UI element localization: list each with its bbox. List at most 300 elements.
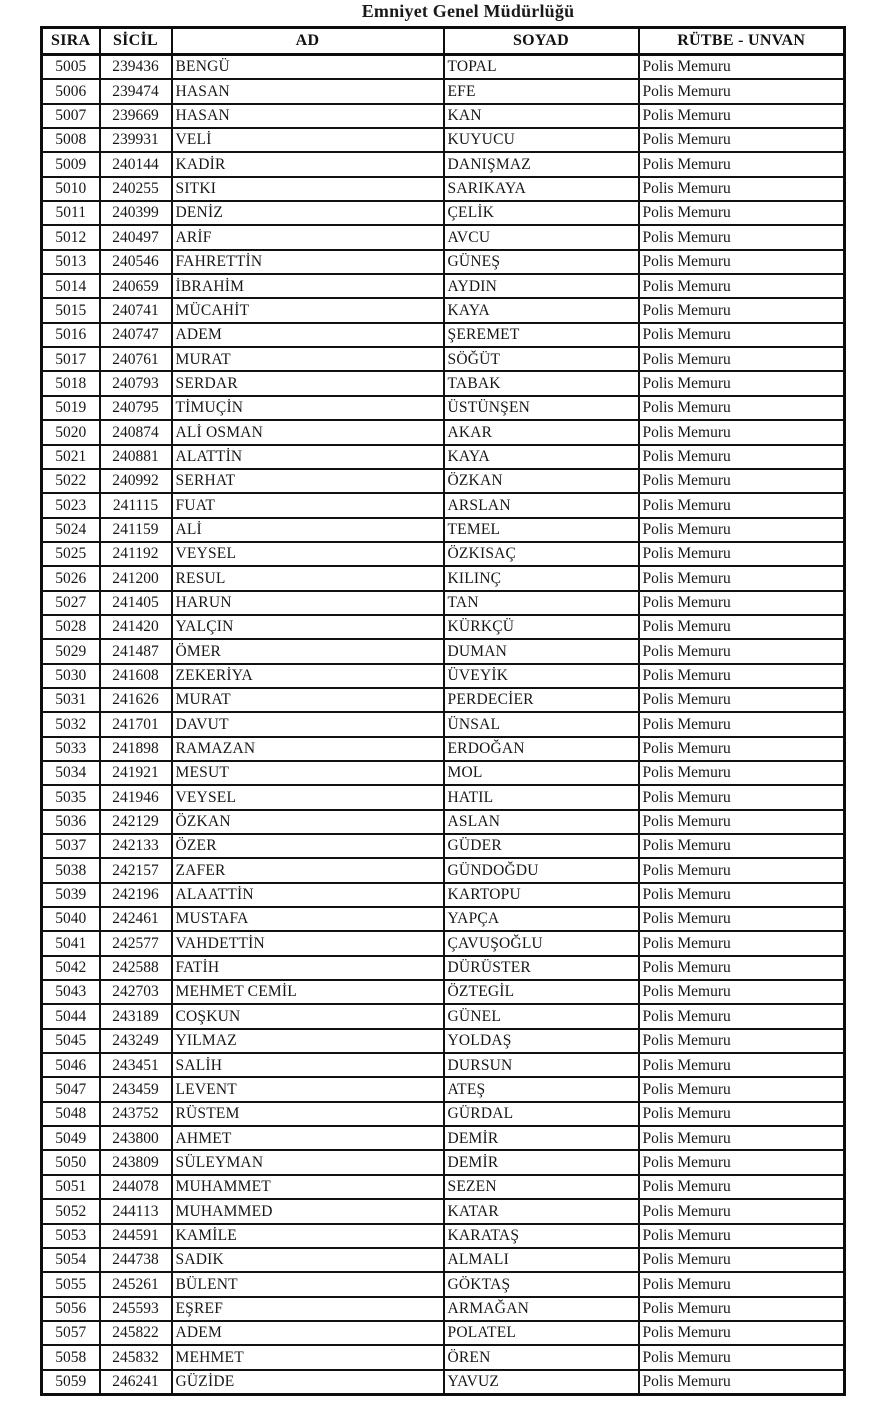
table-row — [42, 225, 845, 249]
header-ad: AD — [172, 28, 444, 55]
cell-sicil: 240992 — [100, 469, 172, 493]
cell-sicil: 241405 — [100, 591, 172, 615]
cell-sira: 5051 — [42, 1175, 100, 1199]
cell-ad: SÜLEYMAN — [172, 1150, 444, 1174]
cell-ad: ÖZER — [172, 834, 444, 858]
cell-ad: ZAFER — [172, 858, 444, 882]
cell-sira: 5016 — [42, 323, 100, 347]
cell-ad: RESUL — [172, 566, 444, 590]
cell-sira: 5021 — [42, 445, 100, 469]
cell-sira: 5015 — [42, 298, 100, 322]
table-row — [42, 152, 845, 176]
cell-soyad: POLATEL — [444, 1321, 639, 1345]
cell-soyad: ÜSTÜNŞEN — [444, 396, 639, 420]
cell-sira: 5010 — [42, 177, 100, 201]
cell-soyad: DEMİR — [444, 1126, 639, 1150]
table-row — [42, 737, 845, 761]
cell-rutbe: Polis Memuru — [639, 907, 845, 931]
cell-sira: 5059 — [42, 1370, 100, 1395]
cell-sicil: 241115 — [100, 493, 172, 517]
cell-rutbe: Polis Memuru — [639, 1102, 845, 1126]
cell-rutbe: Polis Memuru — [639, 225, 845, 249]
cell-rutbe: Polis Memuru — [639, 274, 845, 298]
cell-ad: VEYSEL — [172, 542, 444, 566]
cell-sira: 5033 — [42, 737, 100, 761]
cell-soyad: TABAK — [444, 371, 639, 395]
cell-sira: 5048 — [42, 1102, 100, 1126]
cell-sicil: 243249 — [100, 1029, 172, 1053]
cell-rutbe: Polis Memuru — [639, 834, 845, 858]
cell-sicil: 240793 — [100, 371, 172, 395]
cell-sicil: 241159 — [100, 518, 172, 542]
cell-sicil: 241200 — [100, 566, 172, 590]
cell-sira: 5024 — [42, 518, 100, 542]
cell-ad: BENGÜ — [172, 55, 444, 80]
header-sicil: SİCİL — [100, 28, 172, 55]
table-row — [42, 298, 845, 322]
personnel-table — [40, 26, 846, 1396]
cell-soyad: HATIL — [444, 785, 639, 809]
cell-rutbe: Polis Memuru — [639, 980, 845, 1004]
cell-sira: 5056 — [42, 1297, 100, 1321]
table-row — [42, 834, 845, 858]
cell-soyad: KARTOPU — [444, 883, 639, 907]
page-title: Emniyet Genel Müdürlüğü — [361, 1, 575, 21]
table-row — [42, 177, 845, 201]
cell-sira: 5031 — [42, 688, 100, 712]
cell-soyad: DUMAN — [444, 639, 639, 663]
cell-sira: 5017 — [42, 347, 100, 371]
cell-sicil: 245261 — [100, 1272, 172, 1296]
cell-ad: SITKI — [172, 177, 444, 201]
cell-sicil: 244078 — [100, 1175, 172, 1199]
table-row — [42, 469, 845, 493]
cell-soyad: DANIŞMAZ — [444, 152, 639, 176]
cell-sira: 5027 — [42, 591, 100, 615]
cell-sira: 5043 — [42, 980, 100, 1004]
cell-ad: MESUT — [172, 761, 444, 785]
cell-sira: 5047 — [42, 1077, 100, 1101]
cell-sira: 5023 — [42, 493, 100, 517]
cell-ad: AHMET — [172, 1126, 444, 1150]
cell-sira: 5038 — [42, 858, 100, 882]
table-row — [42, 907, 845, 931]
cell-soyad: ÜVEYİK — [444, 664, 639, 688]
cell-sira: 5008 — [42, 128, 100, 152]
cell-soyad: KARATAŞ — [444, 1224, 639, 1248]
cell-rutbe: Polis Memuru — [639, 591, 845, 615]
table-body — [42, 55, 845, 1395]
cell-sicil: 242133 — [100, 834, 172, 858]
cell-rutbe: Polis Memuru — [639, 1370, 845, 1395]
cell-ad: LEVENT — [172, 1077, 444, 1101]
table-row — [42, 931, 845, 955]
cell-sicil: 242157 — [100, 858, 172, 882]
cell-sira: 5037 — [42, 834, 100, 858]
cell-ad: MURAT — [172, 347, 444, 371]
table-row — [42, 1077, 845, 1101]
cell-soyad: MOL — [444, 761, 639, 785]
cell-rutbe: Polis Memuru — [639, 810, 845, 834]
cell-rutbe: Polis Memuru — [639, 785, 845, 809]
cell-sira: 5049 — [42, 1126, 100, 1150]
header-soyad: SOYAD — [444, 28, 639, 55]
table-row — [42, 1248, 845, 1272]
cell-sicil: 239931 — [100, 128, 172, 152]
cell-soyad: GÜNEŞ — [444, 250, 639, 274]
cell-rutbe: Polis Memuru — [639, 396, 845, 420]
cell-sira: 5019 — [42, 396, 100, 420]
cell-rutbe: Polis Memuru — [639, 1321, 845, 1345]
cell-rutbe: Polis Memuru — [639, 371, 845, 395]
cell-ad: SALİH — [172, 1053, 444, 1077]
cell-rutbe: Polis Memuru — [639, 956, 845, 980]
cell-sicil: 243752 — [100, 1102, 172, 1126]
cell-rutbe: Polis Memuru — [639, 737, 845, 761]
table-row — [42, 615, 845, 639]
cell-sira: 5020 — [42, 420, 100, 444]
cell-ad: MUHAMMED — [172, 1199, 444, 1223]
cell-sicil: 240795 — [100, 396, 172, 420]
cell-rutbe: Polis Memuru — [639, 1004, 845, 1028]
cell-soyad: ALMALI — [444, 1248, 639, 1272]
table-row — [42, 518, 845, 542]
cell-sira: 5009 — [42, 152, 100, 176]
cell-rutbe: Polis Memuru — [639, 1029, 845, 1053]
cell-ad: ARİF — [172, 225, 444, 249]
cell-sicil: 243451 — [100, 1053, 172, 1077]
cell-soyad: GÜNDOĞDU — [444, 858, 639, 882]
cell-soyad: DÜRÜSTER — [444, 956, 639, 980]
cell-sicil: 241608 — [100, 664, 172, 688]
cell-soyad: ATEŞ — [444, 1077, 639, 1101]
cell-soyad: KAN — [444, 104, 639, 128]
cell-sicil: 243800 — [100, 1126, 172, 1150]
cell-ad: ÖMER — [172, 639, 444, 663]
table-row — [42, 1004, 845, 1028]
cell-soyad: ŞEREMET — [444, 323, 639, 347]
cell-rutbe: Polis Memuru — [639, 1053, 845, 1077]
cell-rutbe: Polis Memuru — [639, 420, 845, 444]
table-row — [42, 493, 845, 517]
cell-sicil: 239669 — [100, 104, 172, 128]
table-row — [42, 1126, 845, 1150]
cell-ad: COŞKUN — [172, 1004, 444, 1028]
cell-sicil: 240747 — [100, 323, 172, 347]
cell-soyad: YOLDAŞ — [444, 1029, 639, 1053]
cell-soyad: KILINÇ — [444, 566, 639, 590]
cell-rutbe: Polis Memuru — [639, 1175, 845, 1199]
cell-sira: 5039 — [42, 883, 100, 907]
cell-rutbe: Polis Memuru — [639, 858, 845, 882]
cell-sira: 5055 — [42, 1272, 100, 1296]
table-row — [42, 274, 845, 298]
cell-sira: 5005 — [42, 55, 100, 80]
table-row — [42, 956, 845, 980]
table-row — [42, 371, 845, 395]
cell-ad: KADİR — [172, 152, 444, 176]
table-row — [42, 664, 845, 688]
cell-soyad: DEMİR — [444, 1150, 639, 1174]
cell-sira: 5025 — [42, 542, 100, 566]
cell-sicil: 241898 — [100, 737, 172, 761]
cell-rutbe: Polis Memuru — [639, 250, 845, 274]
cell-sicil: 245832 — [100, 1345, 172, 1369]
table-row — [42, 128, 845, 152]
cell-soyad: KATAR — [444, 1199, 639, 1223]
cell-sira: 5013 — [42, 250, 100, 274]
cell-sicil: 240741 — [100, 298, 172, 322]
cell-soyad: ÖZKISAÇ — [444, 542, 639, 566]
cell-ad: DAVUT — [172, 712, 444, 736]
cell-rutbe: Polis Memuru — [639, 1077, 845, 1101]
cell-sira: 5050 — [42, 1150, 100, 1174]
cell-ad: RÜSTEM — [172, 1102, 444, 1126]
cell-sira: 5012 — [42, 225, 100, 249]
cell-ad: ALAATTİN — [172, 883, 444, 907]
cell-rutbe: Polis Memuru — [639, 1150, 845, 1174]
cell-sira: 5028 — [42, 615, 100, 639]
cell-ad: VELİ — [172, 128, 444, 152]
cell-soyad: AKAR — [444, 420, 639, 444]
cell-ad: HASAN — [172, 104, 444, 128]
cell-sira: 5040 — [42, 907, 100, 931]
table-row — [42, 104, 845, 128]
table-row — [42, 1199, 845, 1223]
cell-rutbe: Polis Memuru — [639, 79, 845, 103]
header-sira: SIRA — [42, 28, 100, 55]
cell-sicil: 240497 — [100, 225, 172, 249]
cell-rutbe: Polis Memuru — [639, 664, 845, 688]
cell-ad: YILMAZ — [172, 1029, 444, 1053]
cell-soyad: ERDOĞAN — [444, 737, 639, 761]
cell-soyad: ÜNSAL — [444, 712, 639, 736]
cell-sicil: 241701 — [100, 712, 172, 736]
cell-sira: 5042 — [42, 956, 100, 980]
table-row — [42, 250, 845, 274]
cell-sicil: 241626 — [100, 688, 172, 712]
cell-sicil: 240399 — [100, 201, 172, 225]
cell-sicil: 242703 — [100, 980, 172, 1004]
cell-sira: 5053 — [42, 1224, 100, 1248]
cell-sicil: 243459 — [100, 1077, 172, 1101]
cell-sira: 5045 — [42, 1029, 100, 1053]
cell-sira: 5052 — [42, 1199, 100, 1223]
cell-rutbe: Polis Memuru — [639, 177, 845, 201]
cell-ad: ADEM — [172, 323, 444, 347]
table-header — [42, 28, 845, 55]
cell-ad: VEYSEL — [172, 785, 444, 809]
table-row — [42, 1370, 845, 1395]
cell-rutbe: Polis Memuru — [639, 931, 845, 955]
cell-soyad: ÇELİK — [444, 201, 639, 225]
cell-soyad: ARMAĞAN — [444, 1297, 639, 1321]
table-row — [42, 1175, 845, 1199]
cell-sira: 5054 — [42, 1248, 100, 1272]
table-row — [42, 591, 845, 615]
cell-sira: 5057 — [42, 1321, 100, 1345]
cell-soyad: GÜRDAL — [444, 1102, 639, 1126]
cell-sicil: 240255 — [100, 177, 172, 201]
table-row — [42, 1345, 845, 1369]
table-row — [42, 445, 845, 469]
cell-sira: 5022 — [42, 469, 100, 493]
cell-sicil: 242577 — [100, 931, 172, 955]
cell-sicil: 241921 — [100, 761, 172, 785]
cell-ad: VAHDETTİN — [172, 931, 444, 955]
cell-ad: İBRAHİM — [172, 274, 444, 298]
cell-ad: TİMUÇİN — [172, 396, 444, 420]
cell-rutbe: Polis Memuru — [639, 883, 845, 907]
cell-sira: 5046 — [42, 1053, 100, 1077]
table-row — [42, 1224, 845, 1248]
cell-sicil: 243189 — [100, 1004, 172, 1028]
table-row — [42, 347, 845, 371]
cell-sicil: 242129 — [100, 810, 172, 834]
cell-soyad: TEMEL — [444, 518, 639, 542]
cell-sicil: 240881 — [100, 445, 172, 469]
cell-sicil: 243809 — [100, 1150, 172, 1174]
table-row — [42, 980, 845, 1004]
cell-ad: MUHAMMET — [172, 1175, 444, 1199]
cell-rutbe: Polis Memuru — [639, 1126, 845, 1150]
cell-rutbe: Polis Memuru — [639, 323, 845, 347]
cell-sicil: 241420 — [100, 615, 172, 639]
table-row — [42, 566, 845, 590]
cell-sicil: 242588 — [100, 956, 172, 980]
cell-ad: FAHRETTİN — [172, 250, 444, 274]
cell-rutbe: Polis Memuru — [639, 347, 845, 371]
cell-sicil: 246241 — [100, 1370, 172, 1395]
cell-sicil: 245593 — [100, 1297, 172, 1321]
cell-soyad: ÖZKAN — [444, 469, 639, 493]
table-row — [42, 542, 845, 566]
cell-rutbe: Polis Memuru — [639, 445, 845, 469]
cell-sicil: 240659 — [100, 274, 172, 298]
cell-soyad: GÖKTAŞ — [444, 1272, 639, 1296]
cell-ad: MEHMET CEMİL — [172, 980, 444, 1004]
cell-ad: SADIK — [172, 1248, 444, 1272]
cell-rutbe: Polis Memuru — [639, 298, 845, 322]
cell-soyad: KUYUCU — [444, 128, 639, 152]
cell-sicil: 240761 — [100, 347, 172, 371]
cell-rutbe: Polis Memuru — [639, 639, 845, 663]
cell-rutbe: Polis Memuru — [639, 55, 845, 80]
cell-sicil: 239474 — [100, 79, 172, 103]
cell-soyad: SEZEN — [444, 1175, 639, 1199]
cell-sicil: 245822 — [100, 1321, 172, 1345]
cell-sicil: 244591 — [100, 1224, 172, 1248]
cell-sicil: 241192 — [100, 542, 172, 566]
cell-ad: MURAT — [172, 688, 444, 712]
cell-ad: ALİ OSMAN — [172, 420, 444, 444]
cell-soyad: SARIKAYA — [444, 177, 639, 201]
cell-sira: 5058 — [42, 1345, 100, 1369]
table-row — [42, 1029, 845, 1053]
header-rutbe: RÜTBE - UNVAN — [639, 28, 845, 55]
cell-sicil: 239436 — [100, 55, 172, 80]
cell-soyad: PERDECİER — [444, 688, 639, 712]
cell-sira: 5030 — [42, 664, 100, 688]
table-row — [42, 712, 845, 736]
table-row — [42, 1053, 845, 1077]
cell-rutbe: Polis Memuru — [639, 688, 845, 712]
table-row — [42, 1321, 845, 1345]
table-row — [42, 323, 845, 347]
cell-sira: 5014 — [42, 274, 100, 298]
table-row — [42, 785, 845, 809]
cell-ad: BÜLENT — [172, 1272, 444, 1296]
cell-rutbe: Polis Memuru — [639, 152, 845, 176]
cell-sira: 5035 — [42, 785, 100, 809]
table-row — [42, 883, 845, 907]
cell-ad: DENİZ — [172, 201, 444, 225]
cell-sira: 5034 — [42, 761, 100, 785]
cell-ad: HASAN — [172, 79, 444, 103]
cell-ad: ÖZKAN — [172, 810, 444, 834]
cell-sira: 5006 — [42, 79, 100, 103]
cell-soyad: GÜDER — [444, 834, 639, 858]
cell-rutbe: Polis Memuru — [639, 761, 845, 785]
cell-soyad: KAYA — [444, 445, 639, 469]
cell-soyad: GÜNEL — [444, 1004, 639, 1028]
cell-rutbe: Polis Memuru — [639, 542, 845, 566]
cell-soyad: ÖREN — [444, 1345, 639, 1369]
cell-rutbe: Polis Memuru — [639, 1199, 845, 1223]
table-row — [42, 1272, 845, 1296]
cell-soyad: ÖZTEGİL — [444, 980, 639, 1004]
cell-soyad: TOPAL — [444, 55, 639, 80]
table-row — [42, 810, 845, 834]
table-row — [42, 688, 845, 712]
cell-soyad: YAPÇA — [444, 907, 639, 931]
cell-ad: ALİ — [172, 518, 444, 542]
cell-ad: GÜZİDE — [172, 1370, 444, 1395]
cell-ad: FATİH — [172, 956, 444, 980]
table-row — [42, 1102, 845, 1126]
cell-ad: SERHAT — [172, 469, 444, 493]
table-row — [42, 396, 845, 420]
cell-rutbe: Polis Memuru — [639, 1272, 845, 1296]
cell-soyad: DURSUN — [444, 1053, 639, 1077]
cell-ad: FUAT — [172, 493, 444, 517]
cell-soyad: EFE — [444, 79, 639, 103]
header-row — [42, 28, 845, 55]
cell-sira: 5011 — [42, 201, 100, 225]
cell-soyad: SÖĞÜT — [444, 347, 639, 371]
cell-rutbe: Polis Memuru — [639, 493, 845, 517]
cell-ad: MEHMET — [172, 1345, 444, 1369]
cell-ad: MUSTAFA — [172, 907, 444, 931]
cell-rutbe: Polis Memuru — [639, 1297, 845, 1321]
cell-sicil: 244113 — [100, 1199, 172, 1223]
table-row — [42, 1150, 845, 1174]
cell-rutbe: Polis Memuru — [639, 1224, 845, 1248]
table-row — [42, 639, 845, 663]
table-row — [42, 420, 845, 444]
table-row — [42, 858, 845, 882]
cell-soyad: KÜRKÇÜ — [444, 615, 639, 639]
cell-ad: MÜCAHİT — [172, 298, 444, 322]
cell-rutbe: Polis Memuru — [639, 201, 845, 225]
cell-soyad: TAN — [444, 591, 639, 615]
cell-soyad: ÇAVUŞOĞLU — [444, 931, 639, 955]
cell-rutbe: Polis Memuru — [639, 104, 845, 128]
cell-rutbe: Polis Memuru — [639, 566, 845, 590]
cell-sira: 5041 — [42, 931, 100, 955]
cell-soyad: ASLAN — [444, 810, 639, 834]
cell-sira: 5007 — [42, 104, 100, 128]
